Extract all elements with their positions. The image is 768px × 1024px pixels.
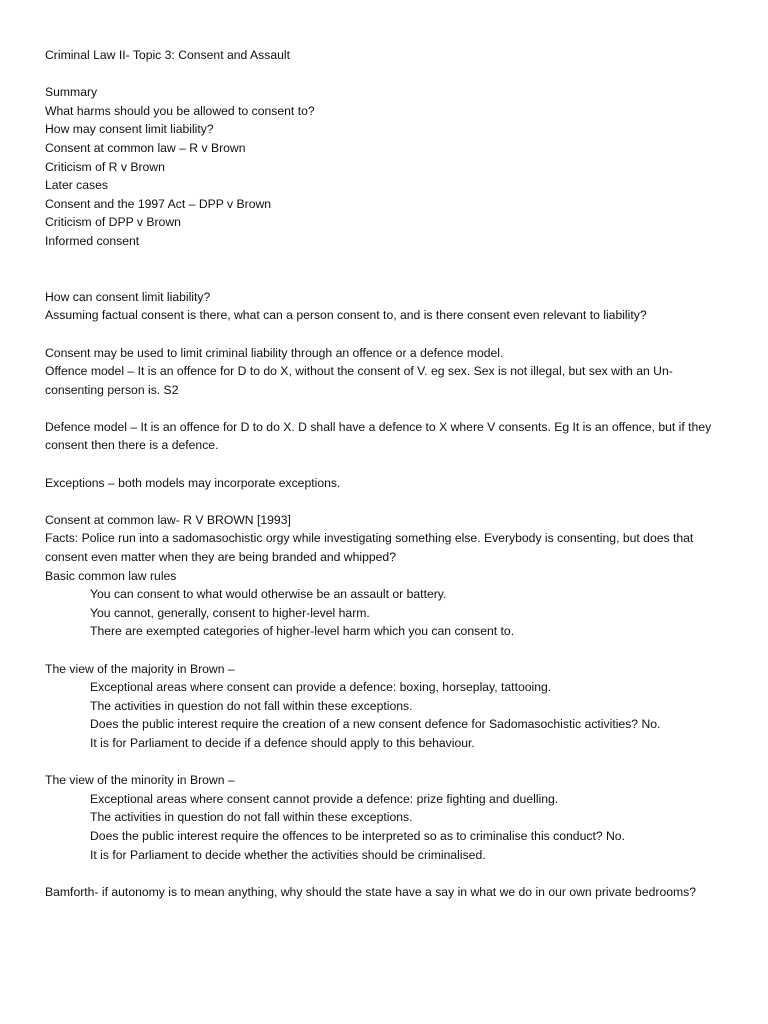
majority-section — [45, 660, 728, 753]
minority-point: It is for Parliament to decide whether the activities should be criminalised. — [90, 847, 486, 862]
summary-heading: Summary — [45, 85, 98, 100]
offence-model-paragraph: Offence model – It is an offence for D to do X, without the consent of V. eg sex. Sex is not illegal, but sex with an Un-consenting person is. S2 — [45, 364, 673, 397]
summary-item: Later cases — [45, 178, 109, 193]
brown-section — [45, 511, 728, 641]
section-heading: Consent at common law- R V BROWN [1993] — [45, 512, 291, 527]
majority-point: Does the public interest require the creation of a new consent defence for Sadomasochistic activities? No. — [90, 717, 661, 732]
minority-point: Exceptional areas where consent cannot provide a defence: prize fighting and duelling. — [90, 791, 559, 806]
defence-model-paragraph: Defence model – It is an offence for D to do X. D shall have a defence to X where V consents. Eg It is an offence, but if they consent then there is a defence. — [45, 419, 712, 453]
section-heading: The view of the majority in Brown – — [45, 661, 235, 676]
paragraph: Consent may be used to limit criminal liability through an offence or a defence model. — [45, 345, 504, 360]
rule-item: You cannot, generally, consent to higher-level harm. — [90, 605, 370, 620]
minority-point: The activities in question do not fall within these exceptions. — [90, 810, 413, 825]
bamforth-paragraph: Bamforth- if autonomy is to mean anything, why should the state have a say in what we do in our own private bedrooms? — [45, 884, 697, 899]
summary-item: Consent at common law – R v Brown — [45, 140, 246, 155]
summary-item: What harms should you be allowed to consent to? — [45, 103, 315, 118]
majority-point: It is for Parliament to decide if a defence should apply to this behaviour. — [90, 735, 475, 750]
rule-item: There are exempted categories of higher-level harm which you can consent to. — [90, 624, 515, 639]
majority-point: The activities in question do not fall within these exceptions. — [90, 698, 413, 713]
summary-item: Consent and the 1997 Act – DPP v Brown — [45, 196, 272, 211]
rules-heading: Basic common law rules — [45, 568, 177, 583]
section-heading: How can consent limit liability? — [45, 289, 211, 304]
facts-paragraph: Facts: Police run into a sadomasochistic orgy while investigating something else. Everybody is consenting, but does that consent even matter when they are being branded and whipped? — [45, 531, 694, 565]
summary-item: Criticism of R v Brown — [45, 159, 165, 174]
minority-point: Does the public interest require the offences to be interpreted so as to criminalise this conduct? No. — [90, 828, 625, 843]
summary-section — [45, 83, 728, 250]
minority-section — [45, 771, 728, 864]
section-heading: The view of the minority in Brown – — [45, 773, 235, 788]
majority-point: Exceptional areas where consent can provide a defence: boxing, horseplay, tattooing. — [90, 680, 552, 695]
limit-liability-section — [45, 288, 728, 493]
summary-item: How may consent limit liability? — [45, 122, 214, 137]
exceptions-paragraph: Exceptions – both models may incorporate exceptions. — [45, 475, 341, 490]
rule-item: You can consent to what would otherwise be an assault or battery. — [90, 587, 447, 602]
summary-item: Criticism of DPP v Brown — [45, 215, 181, 230]
summary-item: Informed consent — [45, 233, 140, 248]
paragraph: Assuming factual consent is there, what can a person consent to, and is there consent even relevant to liability? — [45, 308, 647, 323]
document-title: Criminal Law II- Topic 3: Consent and Assault — [45, 48, 290, 62]
